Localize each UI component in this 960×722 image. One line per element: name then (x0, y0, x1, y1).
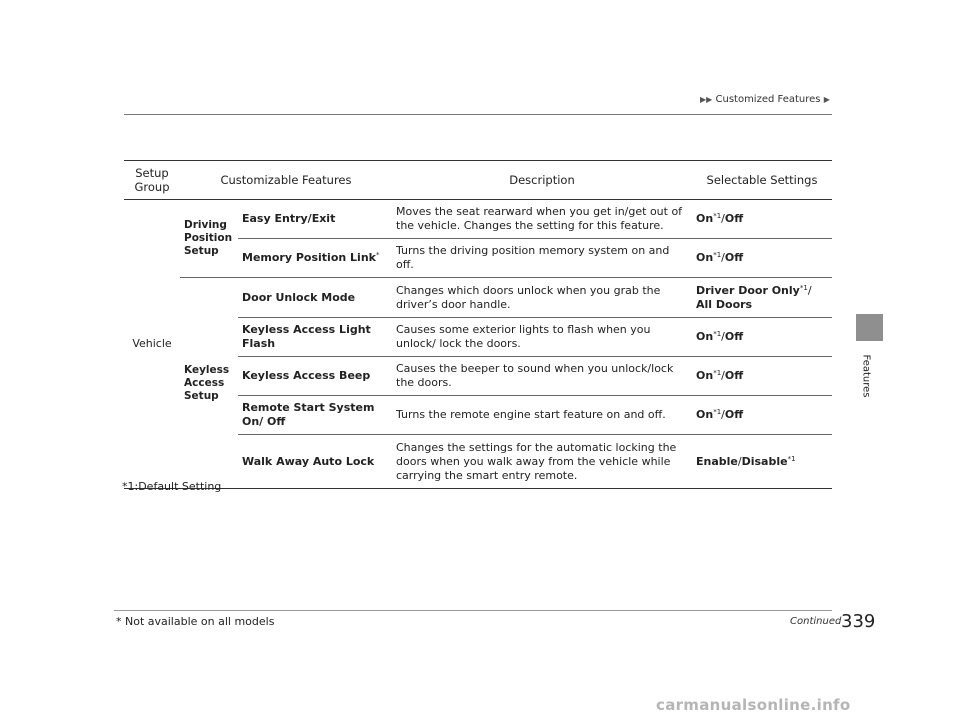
page-number: 339 (841, 611, 876, 632)
customization-table (124, 160, 832, 489)
subgroup-keyless-access: Keyless Access Setup (180, 278, 238, 489)
feature-description: Changes which doors unlock when you grab the driver’s door handle. (392, 278, 692, 318)
continued-label: Continued (790, 616, 842, 627)
arrow-right-icon: ▶ (823, 95, 830, 104)
group-vehicle: Vehicle (124, 200, 180, 489)
selectable-setting: On$^{*1}$/Off (692, 239, 832, 278)
table-header-row (124, 161, 832, 200)
subgroup-driving-position: Driving Position Setup (180, 200, 238, 278)
selectable-setting: On$^{*1}$/Off (692, 396, 832, 435)
not-available-note: * Not available on all models (116, 615, 275, 628)
feature-name: Easy Entry/Exit (242, 212, 336, 225)
feature-description: Causes some exterior lights to flash when you unlock/ lock the doors. (392, 318, 692, 357)
selectable-setting: On$^{*1}$/Off (696, 212, 744, 225)
watermark: carmanualsonline.info (656, 696, 851, 714)
selectable-setting: Enable/Disable$^{*1}$ (692, 435, 832, 489)
feature-name: Walk Away Auto Lock (238, 435, 392, 489)
footer-divider (114, 610, 832, 611)
feature-description: Changes the settings for the automatic locking the doors when you walk away from the vehicle while carrying the smart entry remote. (392, 435, 692, 489)
feature-description: Turns the remote engine start feature on and off. (392, 396, 692, 435)
side-section-label: Features (860, 354, 872, 398)
header-divider (124, 114, 832, 115)
feature-description: Turns the driving position memory system on and off. (392, 239, 692, 278)
table-row (124, 278, 832, 318)
feature-name: Door Unlock Mode (238, 278, 392, 318)
feature-name: Remote Start System On/ Off (238, 396, 392, 435)
selectable-setting: Driver Door Only$^{*1}$/ All Doors (692, 278, 832, 318)
selectable-setting: On$^{*1}$/Off (692, 318, 832, 357)
table-row (124, 200, 832, 239)
double-arrow-icon: ▶▶ (700, 95, 713, 104)
selectable-setting: On$^{*1}$/Off (692, 357, 832, 396)
feature-name: Keyless Access Light Flash (238, 318, 392, 357)
feature-description: Moves the seat rearward when you get in/get out of the vehicle. Changes the setting for this feature. (396, 205, 683, 232)
header-description: Description (392, 161, 692, 200)
header-setup-group: Setup Group (124, 161, 180, 200)
feature-name: Memory Position Link* (238, 239, 392, 278)
breadcrumb-title[interactable]: Customized Features (715, 94, 821, 105)
footnote-default-setting: *1:Default Setting (122, 480, 222, 493)
header-selectable-settings: Selectable Settings (692, 161, 832, 200)
feature-name: Keyless Access Beep (238, 357, 392, 396)
header-customizable-features: Customizable Features (180, 161, 392, 200)
feature-description: Causes the beeper to sound when you unlock/lock the doors. (392, 357, 692, 396)
breadcrumb (700, 94, 830, 105)
section-tab-marker (856, 314, 883, 341)
